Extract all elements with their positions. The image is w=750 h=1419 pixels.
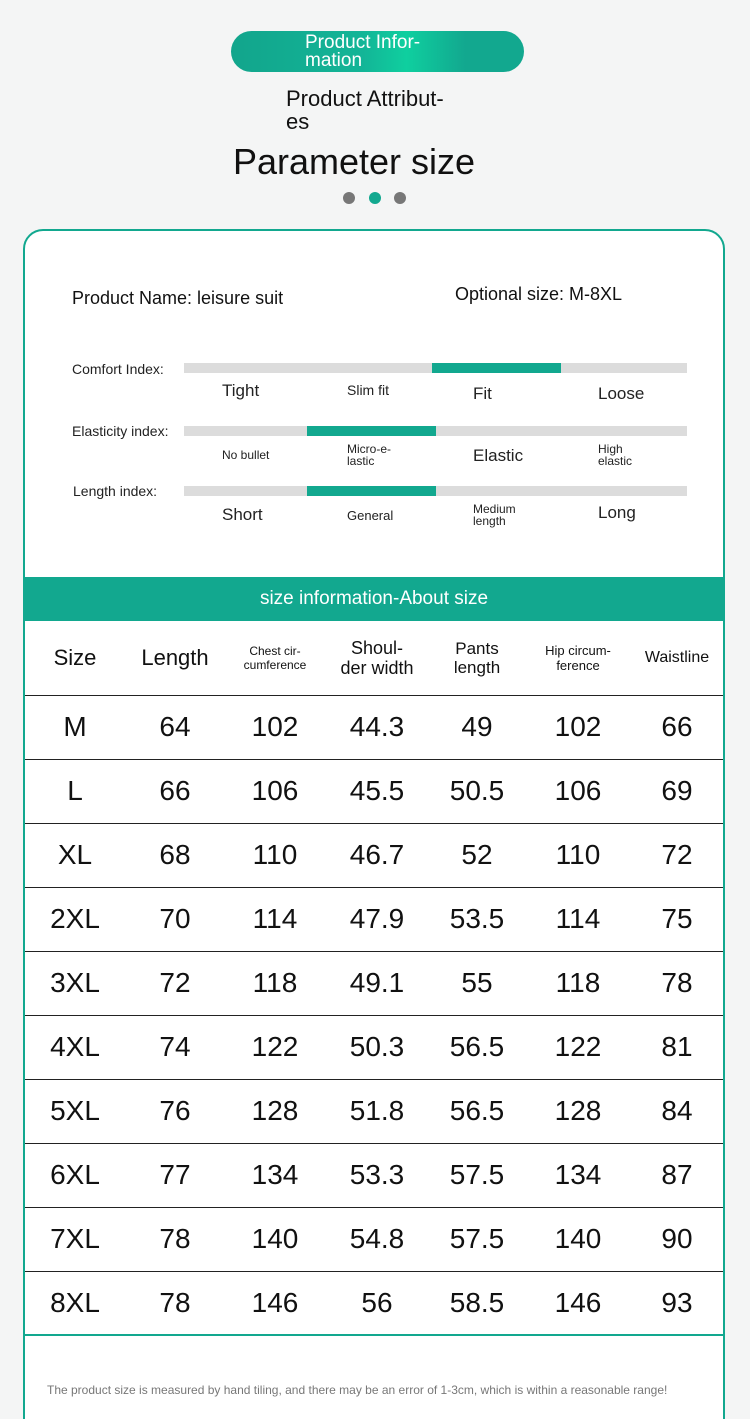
table-cell: 2XL [25,887,125,951]
page-dot [394,192,406,204]
table-cell: 128 [225,1079,325,1143]
table-cell: 44.3 [325,695,429,759]
index-selected-segment [307,426,436,436]
index-option: Short [222,505,263,524]
table-cell: 56.5 [429,1079,525,1143]
table-cell: 78 [125,1207,225,1271]
table-header-row [25,621,723,695]
table-cell: 74 [125,1015,225,1079]
table-cell: 52 [429,823,525,887]
table-cell: 50.5 [429,759,525,823]
table-cell: 134 [225,1143,325,1207]
table-cell: 93 [631,1271,723,1335]
size-table [25,621,723,1336]
table-cell: 55 [429,951,525,1015]
table-cell: 87 [631,1143,723,1207]
table-cell: 6XL [25,1143,125,1207]
size-info-band: size information-About size [25,577,723,621]
table-cell: 50.3 [325,1015,429,1079]
table-cell: 102 [525,695,631,759]
table-header-cell: Hip circum- ference [525,621,631,695]
table-cell: 72 [125,951,225,1015]
table-cell: 58.5 [429,1271,525,1335]
table-cell: 78 [125,1271,225,1335]
index-track [184,486,687,496]
table-cell: 66 [631,695,723,759]
table-cell: 57.5 [429,1207,525,1271]
table-row [25,1271,723,1335]
table-cell: 69 [631,759,723,823]
page-title: Parameter size [232,141,476,182]
table-cell: 51.8 [325,1079,429,1143]
table-cell: 106 [525,759,631,823]
table-cell: XL [25,823,125,887]
table-cell: L [25,759,125,823]
index-track [184,363,687,373]
table-cell: 7XL [25,1207,125,1271]
index-label: Comfort Index: [72,361,164,377]
table-row [25,695,723,759]
table-cell: 78 [631,951,723,1015]
index-option: Tight [222,381,260,400]
table-cell: 76 [125,1079,225,1143]
table-cell: 3XL [25,951,125,1015]
table-cell: 70 [125,887,225,951]
table-header-cell: Chest cir- cumference [225,621,325,695]
table-header-cell: Length [125,621,225,695]
table-cell: 5XL [25,1079,125,1143]
index-track [184,426,687,436]
index-label: Elasticity index: [72,423,169,439]
index-option: Loose [598,384,645,403]
table-row [25,1143,723,1207]
table-cell: 146 [525,1271,631,1335]
index-option: Medium length [473,502,516,528]
table-cell: 122 [525,1015,631,1079]
index-option: High elastic [598,442,633,468]
table-cell: 84 [631,1079,723,1143]
table-row [25,1207,723,1271]
table-cell: 140 [225,1207,325,1271]
table-cell: 72 [631,823,723,887]
table-cell: 110 [225,823,325,887]
table-cell: 66 [125,759,225,823]
table-cell: 114 [525,887,631,951]
index-option: No bullet [222,448,270,462]
table-row [25,1079,723,1143]
table-cell: 102 [225,695,325,759]
table-cell: 53.3 [325,1143,429,1207]
table-row [25,887,723,951]
table-header-cell: Pants length [429,621,525,695]
page-dot [343,192,355,204]
table-row [25,759,723,823]
index-selected-segment [432,363,561,373]
table-cell: 56 [325,1271,429,1335]
table-cell: 56.5 [429,1015,525,1079]
table-header-cell: Size [25,621,125,695]
table-cell: 49.1 [325,951,429,1015]
index-option: Slim fit [347,382,389,398]
index-option: Micro-e- lastic [347,442,391,468]
pill-label: Product Infor- mation [305,32,421,71]
table-cell: 128 [525,1079,631,1143]
index-option: Long [598,503,636,522]
table-cell: 8XL [25,1271,125,1335]
table-header-cell: Shoul- der width [325,621,429,695]
table-row [25,1015,723,1079]
table-row [25,823,723,887]
optional-size: Optional size: M-8XL [455,284,623,304]
table-cell: M [25,695,125,759]
table-cell: 134 [525,1143,631,1207]
table-cell: 122 [225,1015,325,1079]
table-cell: 53.5 [429,887,525,951]
table-cell: 90 [631,1207,723,1271]
table-cell: 118 [225,951,325,1015]
page-dot [369,192,381,204]
table-cell: 110 [525,823,631,887]
table-cell: 64 [125,695,225,759]
table-cell: 140 [525,1207,631,1271]
table-cell: 114 [225,887,325,951]
table-cell: 54.8 [325,1207,429,1271]
index-option: Elastic [473,446,524,465]
table-row [25,951,723,1015]
size-card [23,229,725,1419]
table-cell: 45.5 [325,759,429,823]
table-cell: 75 [631,887,723,951]
table-cell: 146 [225,1271,325,1335]
index-label: Length index: [73,483,158,499]
table-cell: 57.5 [429,1143,525,1207]
table-header-cell: Waistline [631,621,723,695]
table-cell: 46.7 [325,823,429,887]
table-cell: 47.9 [325,887,429,951]
table-cell: 4XL [25,1015,125,1079]
table-cell: 49 [429,695,525,759]
index-selected-segment [307,486,436,496]
product-name: Product Name: leisure suit [72,288,284,308]
table-cell: 68 [125,823,225,887]
table-cell: 77 [125,1143,225,1207]
measurement-note: The product size is measured by hand tiling, and there may be an error of 1-3cm, which is within a reasonable range! [47,1383,668,1397]
table-cell: 81 [631,1015,723,1079]
table-cell: 118 [525,951,631,1015]
index-option: Fit [473,384,492,403]
index-option: General [347,508,394,523]
table-cell: 106 [225,759,325,823]
product-attributes-heading: Product Attribut- es [286,86,444,134]
